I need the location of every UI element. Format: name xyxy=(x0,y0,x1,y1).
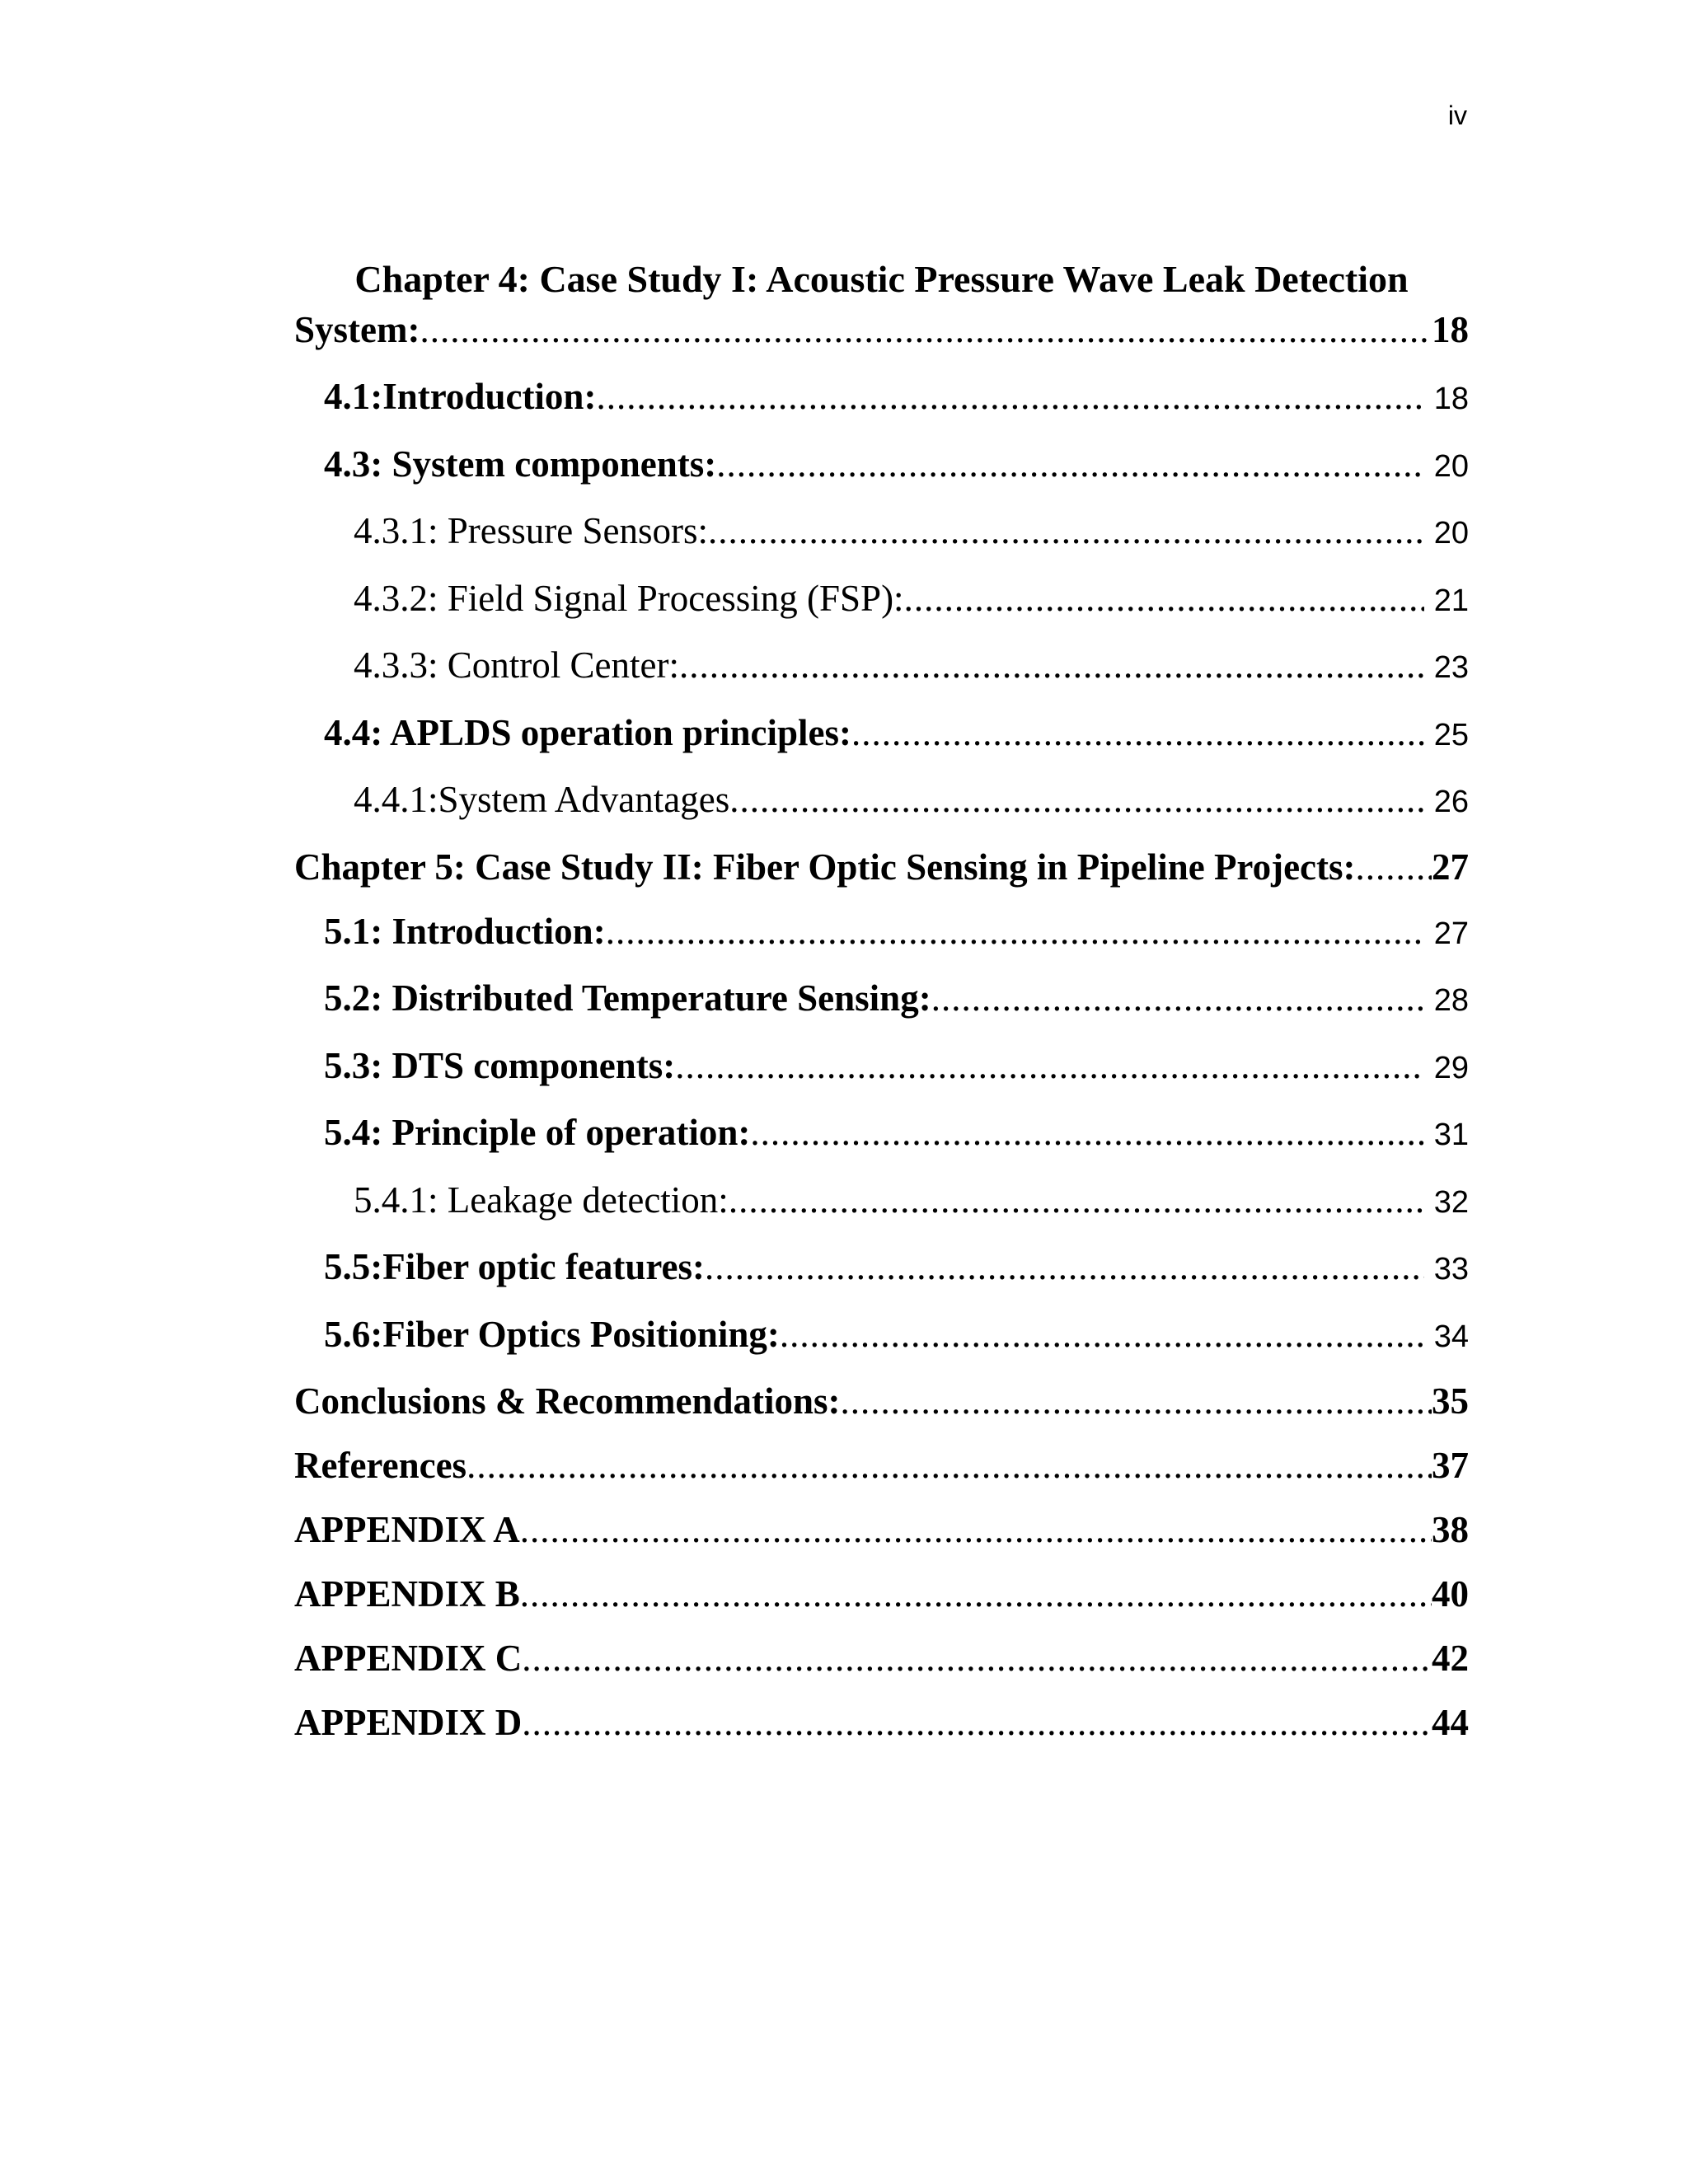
toc-leader-dots xyxy=(841,1376,1432,1426)
toc-entry-page: 26 xyxy=(1433,785,1469,819)
toc-entry-label: 5.1: Introduction: xyxy=(324,910,606,952)
toc-leader-dots xyxy=(520,1569,1432,1619)
toc-entry-page: 44 xyxy=(1432,1702,1469,1743)
toc-entry-4-1[interactable] xyxy=(294,372,1469,439)
toc-entry-page: 27 xyxy=(1432,846,1469,888)
toc-leader-dots xyxy=(522,1698,1432,1747)
toc-leader-dots xyxy=(679,640,1424,690)
toc-leader-dots xyxy=(931,973,1424,1023)
toc-entry-label: 5.4.1: Leakage detection: xyxy=(354,1179,729,1221)
toc-leader-dots xyxy=(729,1175,1424,1225)
toc-entry-references[interactable] xyxy=(294,1441,1469,1505)
toc-entry-label: 5.2: Distributed Temperature Sensing: xyxy=(324,977,931,1019)
toc-entry-5-3[interactable] xyxy=(294,1041,1469,1108)
toc-entry-label: APPENDIX C xyxy=(294,1638,523,1679)
toc-entry-label: 4.3: System components: xyxy=(324,443,717,485)
toc-entry-page: 38 xyxy=(1432,1509,1469,1550)
toc-entry-5-4-1[interactable] xyxy=(294,1175,1469,1243)
toc-leader-dots xyxy=(675,1041,1423,1090)
toc-leader-dots xyxy=(705,1242,1424,1291)
toc-entry-page: 42 xyxy=(1432,1638,1469,1679)
toc-entry-conclusions[interactable] xyxy=(294,1376,1469,1441)
toc-entry-page: 18 xyxy=(1433,382,1469,416)
toc-leader-dots xyxy=(904,574,1424,623)
toc-entry-page: 32 xyxy=(1433,1184,1469,1220)
toc-entry-5-1[interactable] xyxy=(294,907,1469,974)
toc-leader-dots xyxy=(716,439,1424,489)
toc-leader-dots xyxy=(522,1633,1432,1683)
toc-entry-4-4-1[interactable] xyxy=(294,775,1469,842)
toc-entry-page: 37 xyxy=(1432,1445,1469,1486)
toc-entry-page: 21 xyxy=(1433,583,1469,618)
toc-leader-dots xyxy=(750,1108,1423,1157)
toc-entry-label: 4.1:Introduction: xyxy=(324,376,597,417)
chapter-4-heading: Chapter 4: Case Study I: Acoustic Pressure Wave Leak Detection xyxy=(354,258,1409,300)
toc-leader-dots xyxy=(606,907,1424,956)
toc-entry-5-6[interactable] xyxy=(294,1310,1469,1377)
toc-entry-label: APPENDIX A xyxy=(294,1509,520,1550)
toc-entry-label: 5.6:Fiber Optics Positioning: xyxy=(324,1313,780,1355)
toc-entry-label: 4.3.1: Pressure Sensors: xyxy=(354,510,708,551)
toc-leader-dots xyxy=(420,305,1432,354)
toc-entry-label: APPENDIX D xyxy=(294,1702,523,1743)
table-of-contents xyxy=(294,255,1469,1762)
toc-entry-label: 4.3.2: Field Signal Processing (FSP): xyxy=(354,577,904,619)
toc-entry-5-5[interactable] xyxy=(294,1242,1469,1310)
toc-entry-page: 29 xyxy=(1433,1050,1469,1085)
toc-entry-appendix-c[interactable] xyxy=(294,1633,1469,1698)
page-number: iv xyxy=(1447,101,1467,130)
toc-entry-5-4[interactable] xyxy=(294,1108,1469,1175)
toc-entry-4-3-3[interactable] xyxy=(294,640,1469,708)
toc-entry-label: 4.3.3: Control Center: xyxy=(354,644,679,686)
toc-entry-4-3-1[interactable] xyxy=(294,506,1469,574)
toc-entry-page: 28 xyxy=(1433,983,1469,1018)
toc-leader-dots xyxy=(780,1310,1424,1359)
toc-leader-dots xyxy=(596,372,1423,421)
toc-entry-page: 23 xyxy=(1433,650,1469,685)
toc-entry-page: 25 xyxy=(1433,717,1469,752)
toc-entry-label: System: xyxy=(294,309,420,350)
toc-entry-chapter-4[interactable] xyxy=(294,305,1469,372)
toc-entry-page: 20 xyxy=(1433,448,1469,484)
toc-entry-label: 5.5:Fiber optic features: xyxy=(324,1246,705,1287)
toc-entry-page: 35 xyxy=(1432,1380,1469,1422)
toc-entry-page: 33 xyxy=(1433,1252,1469,1286)
toc-leader-dots xyxy=(467,1441,1432,1490)
toc-entry-label: 4.4.1:System Advantages xyxy=(354,779,730,820)
toc-entry-label: 5.4: Principle of operation: xyxy=(324,1112,751,1153)
toc-entry-label: Chapter 5: Case Study II: Fiber Optic Sensing in Pipeline Projects: xyxy=(294,846,1356,888)
toc-entry-label: 4.4: APLDS operation principles: xyxy=(324,711,852,753)
toc-entry-page: 20 xyxy=(1433,516,1469,551)
toc-entry-appendix-a[interactable] xyxy=(294,1505,1469,1569)
toc-entry-chapter-5[interactable] xyxy=(294,842,1469,907)
toc-entry-appendix-b[interactable] xyxy=(294,1569,1469,1633)
toc-entry-4-4[interactable] xyxy=(294,708,1469,776)
toc-entry-page: 31 xyxy=(1433,1118,1469,1152)
toc-entry-page: 27 xyxy=(1433,916,1469,951)
toc-leader-dots xyxy=(851,708,1424,757)
toc-entry-page: 18 xyxy=(1432,309,1469,350)
toc-entry-label: 5.3: DTS components: xyxy=(324,1044,676,1086)
toc-entry-5-2[interactable] xyxy=(294,973,1469,1041)
toc-entry-4-3[interactable] xyxy=(294,439,1469,507)
toc-entry-page: 34 xyxy=(1433,1319,1469,1354)
toc-entry-label: References xyxy=(294,1445,467,1486)
toc-leader-dots xyxy=(1356,842,1432,892)
toc-entry-page: 40 xyxy=(1432,1573,1469,1615)
toc-entry-appendix-d[interactable] xyxy=(294,1698,1469,1762)
toc-entry-label: APPENDIX B xyxy=(294,1573,520,1615)
toc-leader-dots xyxy=(520,1505,1432,1554)
toc-entry-4-3-2[interactable] xyxy=(294,574,1469,641)
toc-leader-dots xyxy=(708,506,1424,555)
toc-leader-dots xyxy=(729,775,1424,824)
toc-entry-label: Conclusions & Recommendations: xyxy=(294,1380,841,1422)
